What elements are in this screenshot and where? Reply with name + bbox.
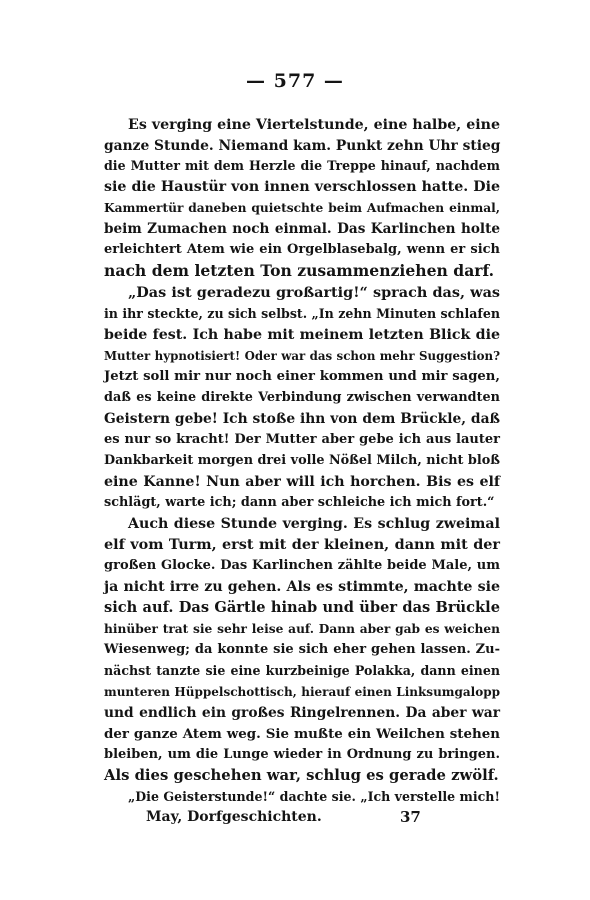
text-line: sie die Haustür von innen verschlossen hatte. Die [104, 179, 500, 195]
text-line: elf vom Turm, erst mit der kleinen, dann mit der [104, 536, 500, 553]
page-number: — 577 — [246, 70, 344, 92]
text-line: bleiben, um die Lunge wieder in Ordnung zu bringen. [104, 747, 500, 762]
text-line: Geistern gebe! Ich stoße ihn von dem Brückle, daß [104, 411, 500, 427]
text-line: großen Glocke. Das Karlinchen zählte beide Male, um [104, 558, 500, 573]
text-line: es nur so kracht! Der Mutter aber gebe ich aus lauter [104, 432, 500, 447]
text-line: ganze Stunde. Niemand kam. Punkt zehn Uhr stieg [104, 138, 501, 154]
sheet-number: 37 [400, 808, 421, 826]
text-line: hinüber trat sie sehr leise auf. Dann aber gab es weichen [104, 622, 500, 636]
text-line: Wiesenweg; da konnte sie sich eher gehen lassen. Zu- [104, 642, 500, 657]
text-line: daß es keine direkte Verbindung zwischen verwandten [104, 390, 500, 405]
text-line: beide fest. Ich habe mit meinem letzten Blick die [104, 327, 500, 343]
text-line: munteren Hüppelschottisch, hierauf einen Linksumgalopp [104, 685, 500, 699]
text-line: eine Kanne! Nun aber will ich horchen. Bis es elf [104, 474, 500, 490]
text-line: Dankbarkeit morgen drei volle Nößel Milch, nicht bloß [104, 453, 500, 468]
text-line: sich auf. Das Gärtle hinab und über das Brückle [104, 599, 500, 616]
text-line: Jetzt soll mir nur noch einer kommen und mir sagen, [104, 369, 500, 384]
text-line: Es verging eine Viertelstunde, eine halbe, eine [128, 117, 500, 133]
text-line: ja nicht irre zu gehen. Als es stimmte, machte sie [104, 579, 500, 595]
text-line: beim Zumachen noch einmal. Das Karlinchen holte [104, 221, 500, 237]
text-line: in ihr steckte, zu sich selbst. „In zehn Minuten schlafen [104, 306, 500, 321]
text-line: schlägt, warte ich; dann aber schleiche ich mich fort.“ [104, 495, 495, 510]
text-line: Mutter hypnotisiert! Oder war das schon mehr Suggestion? [104, 349, 500, 363]
text-line: „Die Geisterstunde!“ dachte sie. „Ich verstelle mich! [128, 789, 500, 804]
text-line: Als dies geschehen war, schlug es gerade zwölf. [104, 767, 499, 784]
text-line: „Das ist geradezu großartig!“ sprach das, was [128, 284, 500, 301]
text-line: nächst tanzte sie eine kurzbeinige Polakka, dann einen [104, 663, 500, 678]
text-line: erleichtert Atem wie ein Orgelblasebalg, wenn er sich [104, 242, 500, 257]
signature-mark: May, Dorfgeschichten. [146, 809, 322, 825]
text-line: und endlich ein großes Ringelrennen. Da aber war [104, 705, 500, 721]
text-line: nach dem letzten Ton zusammenziehen darf. [104, 261, 495, 280]
text-line: Kammertür daneben quietschte beim Aufmachen einmal, [104, 201, 500, 215]
text-line: der ganze Atem weg. Sie mußte ein Weilchen stehen [104, 726, 500, 742]
text-line: die Mutter mit dem Herzle die Treppe hinauf, nachdem [104, 158, 500, 173]
text-line: Auch diese Stunde verging. Es schlug zweimal [128, 516, 500, 532]
